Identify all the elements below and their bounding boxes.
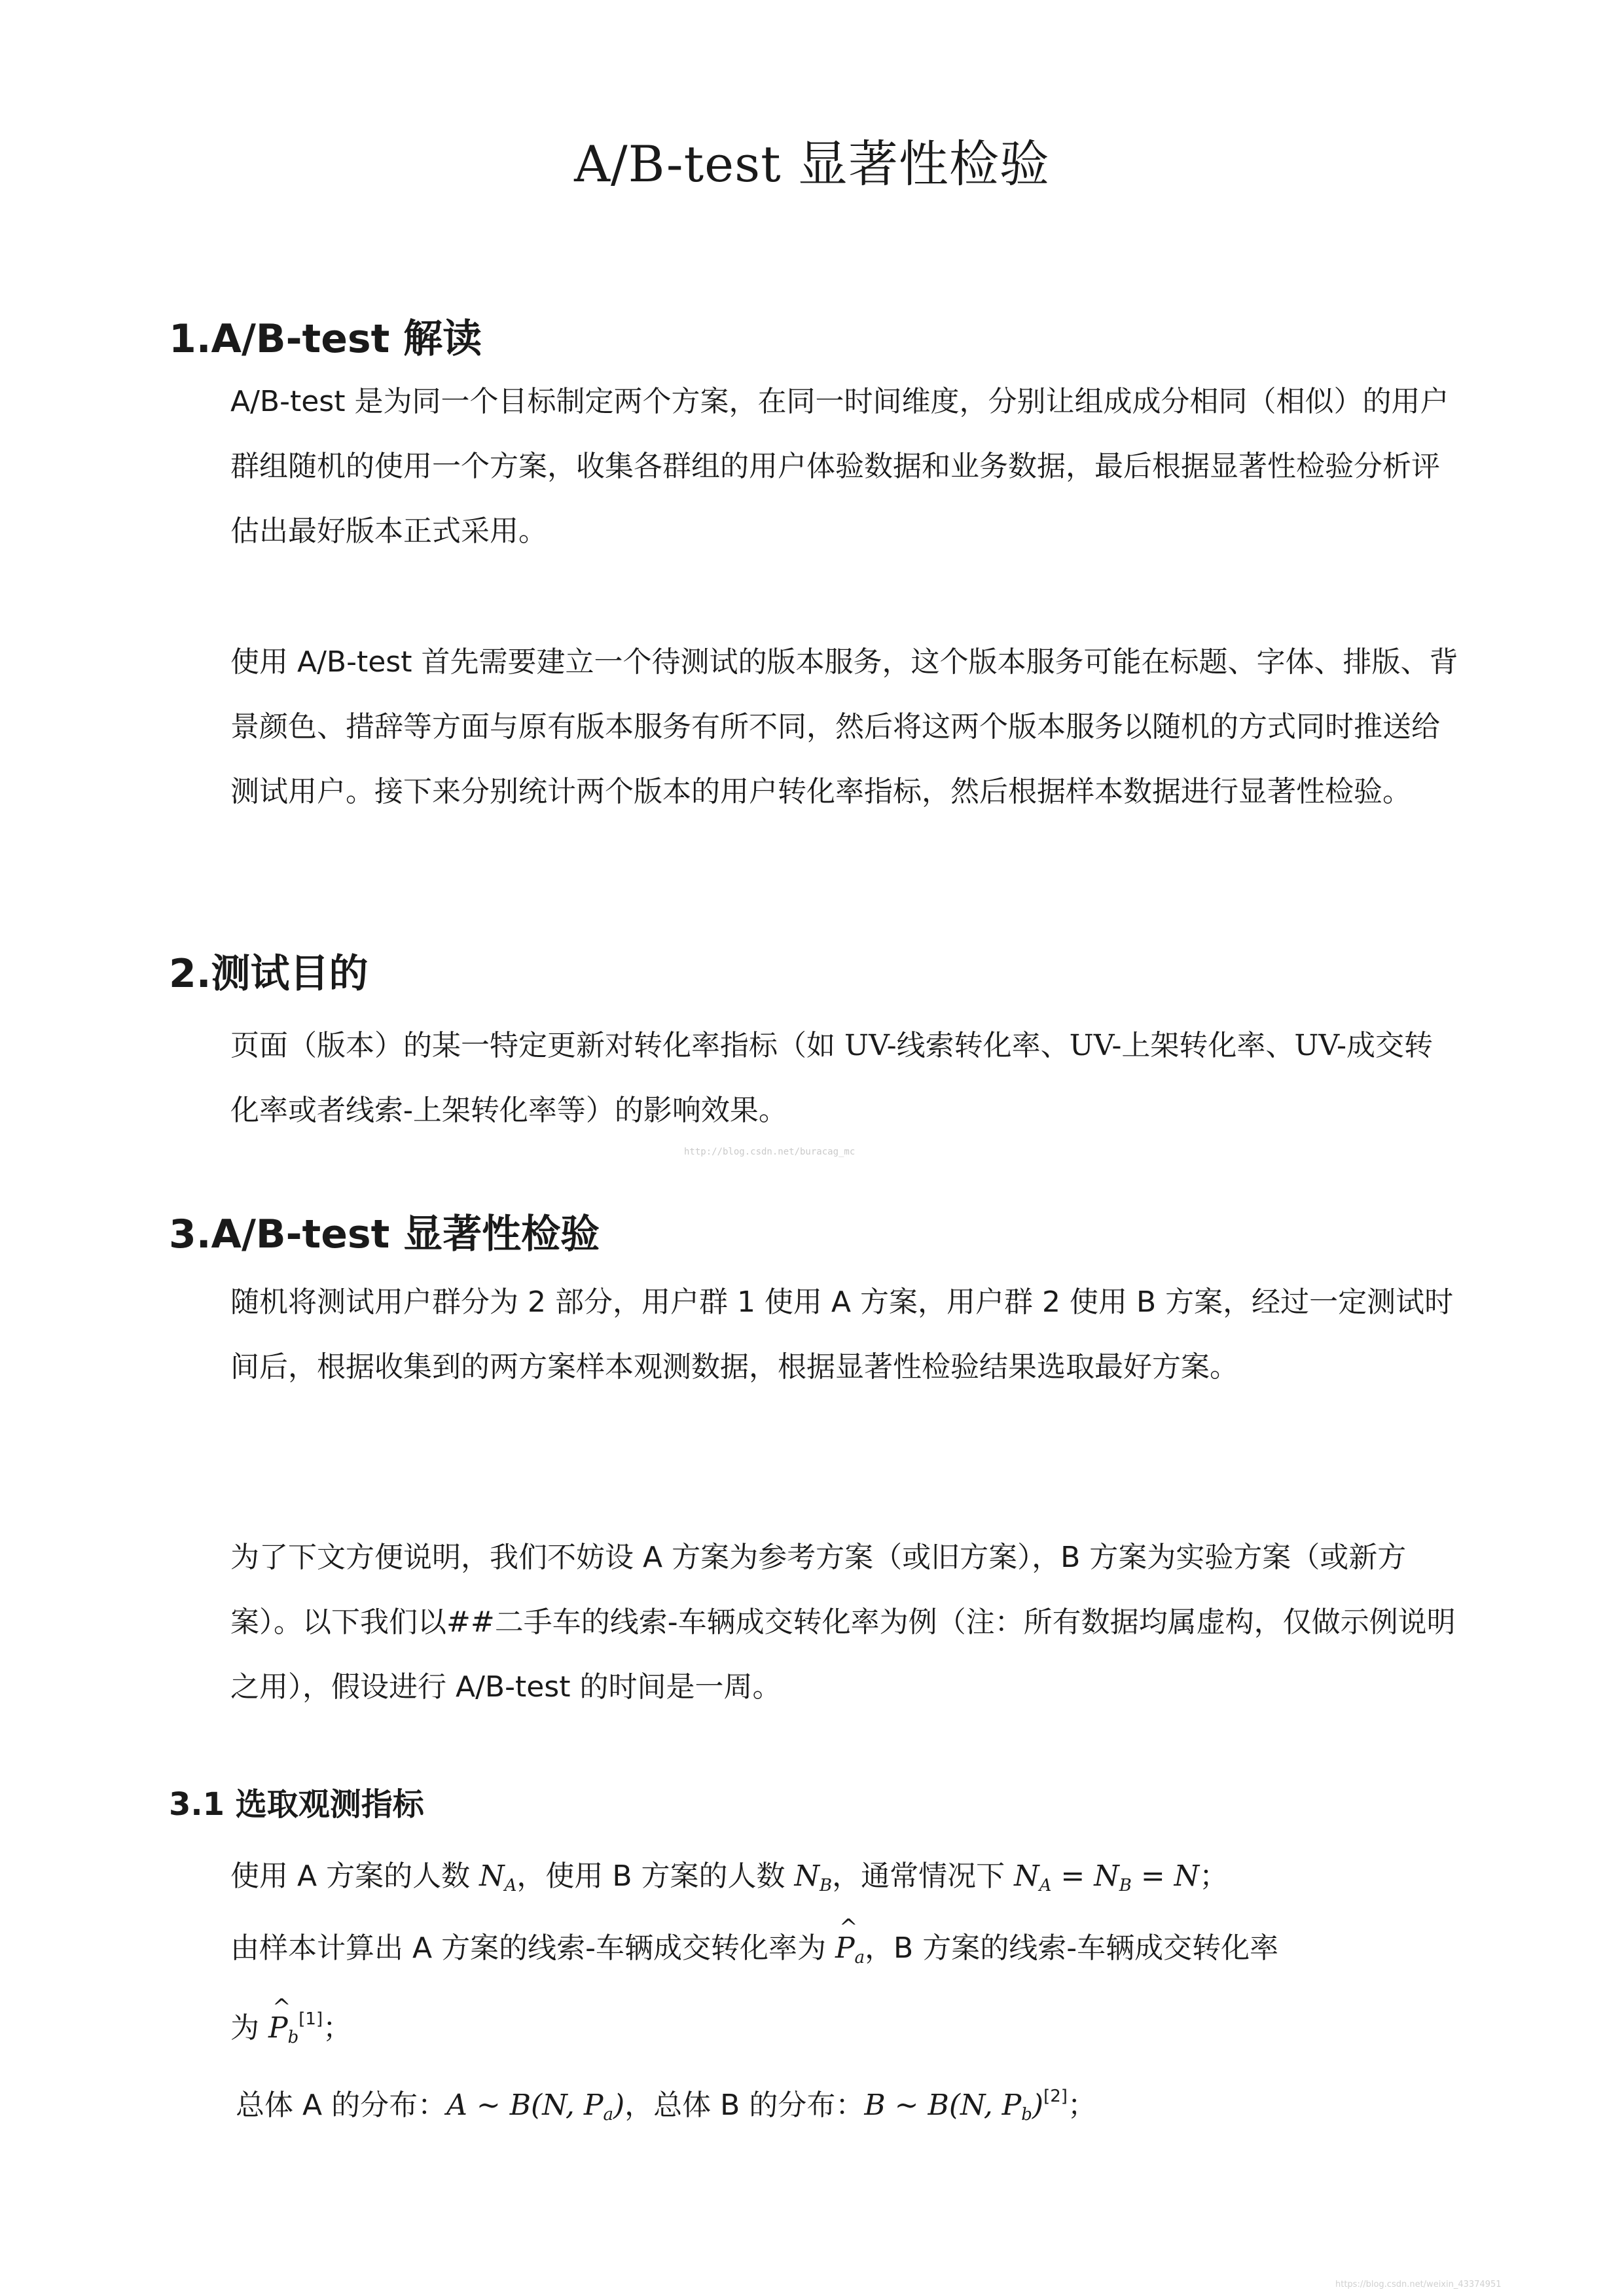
footer-watermark: https://blog.csdn.net/weixin_43374951: [1335, 2280, 1502, 2289]
section-3-para-1: 随机将测试用户群分为 2 部分，用户群 1 使用 A 方案，用户群 2 使用 B 方案，经过一定测试时间后，根据收集到的两方案样本观测数据，根据显著性检验结果选取最好方案。: [230, 1285, 1454, 1384]
footnote-ref-1: [1]: [298, 2009, 323, 2029]
subsection-line-3: 为 ^ $P_b[1]$；: [230, 2004, 352, 2047]
section-1-para-1: A/B-test 是为同一个目标制定两个方案，在同一时间维度，分别让组成成分相同（相似）的用户群组随机的使用一个方案，收集各群组的用户体验数据和业务数据，最后根据显著性检验分析评估出最好版本正式采用。: [230, 385, 1449, 548]
subsection-line-1: 使用 A 方案的人数 $N_A$，使用 B 方案的人数 $N_B$，通常情况下 $N_A = N_B = N$；: [230, 1859, 1229, 1895]
math-dist-b: B ~ B(N, $P_b$): [864, 2089, 1044, 2125]
page-title: A/B-test 显著性检验: [574, 135, 1050, 193]
watermark-url: http://blog.csdn.net/buracag_mc: [684, 1147, 856, 1157]
subsection-3-1-heading: 3.1 选取观测指标: [169, 1786, 424, 1823]
math-na: $N_A$: [479, 1859, 517, 1895]
math-equality: $N_A = N_B = N$: [1014, 1859, 1200, 1895]
section-3-heading: 3.A/B-test 显著性检验: [169, 1211, 600, 1257]
math-dist-a: A ~ B(N, $P_a$): [446, 2089, 625, 2125]
subsection-line-2: 由样本计算出 A 方案的线索-车辆成交转化率为 ^ $P_a$，B 方案的线索-车辆成交转化率: [230, 1924, 1278, 1967]
footnote-ref-2: [2]: [1043, 2087, 1068, 2106]
section-3-para-2: 为了下文方便说明，我们不妨设 A 方案为参考方案（或旧方案），B 方案为实验方案（或新方案）。以下我们以##二手车的线索-车辆成交转化率为例（注：所有数据均属虚构，仅做示例说明之用），假设进行 A/B-test 的时间是一周。: [230, 1541, 1456, 1704]
section-2-para-1: 页面（版本）的某一特定更新对转化率指标（如 UV-线索转化率、UV-上架转化率、UV-成交转化率或者线索-上架转化率等）的影响效果。: [230, 1029, 1434, 1127]
math-pa-hat: ^ $P_a$: [835, 1931, 865, 1965]
section-1-para-2: 使用 A/B-test 首先需要建立一个待测试的版本服务，这个版本服务可能在标题、字体、排版、背景颜色、措辞等方面与原有版本服务有所不同，然后将这两个版本服务以随机的方式同时推送给测试用户。接下来分别统计两个版本的用户转化率指标，然后根据样本数据进行显著性检验。: [230, 645, 1458, 808]
section-1-heading: 1.A/B-test 解读: [169, 316, 482, 362]
subsection-line-4: 总体 A 的分布：A ~ B(N, $P_a$)，总体 B 的分布：B ~ B(N, $P_b)[2]$；: [236, 2087, 1096, 2125]
section-2-heading: 2.测试目的: [169, 951, 369, 997]
math-nb: $N_B$: [794, 1859, 833, 1895]
math-pb-hat: ^ $P_b$: [268, 2011, 298, 2045]
